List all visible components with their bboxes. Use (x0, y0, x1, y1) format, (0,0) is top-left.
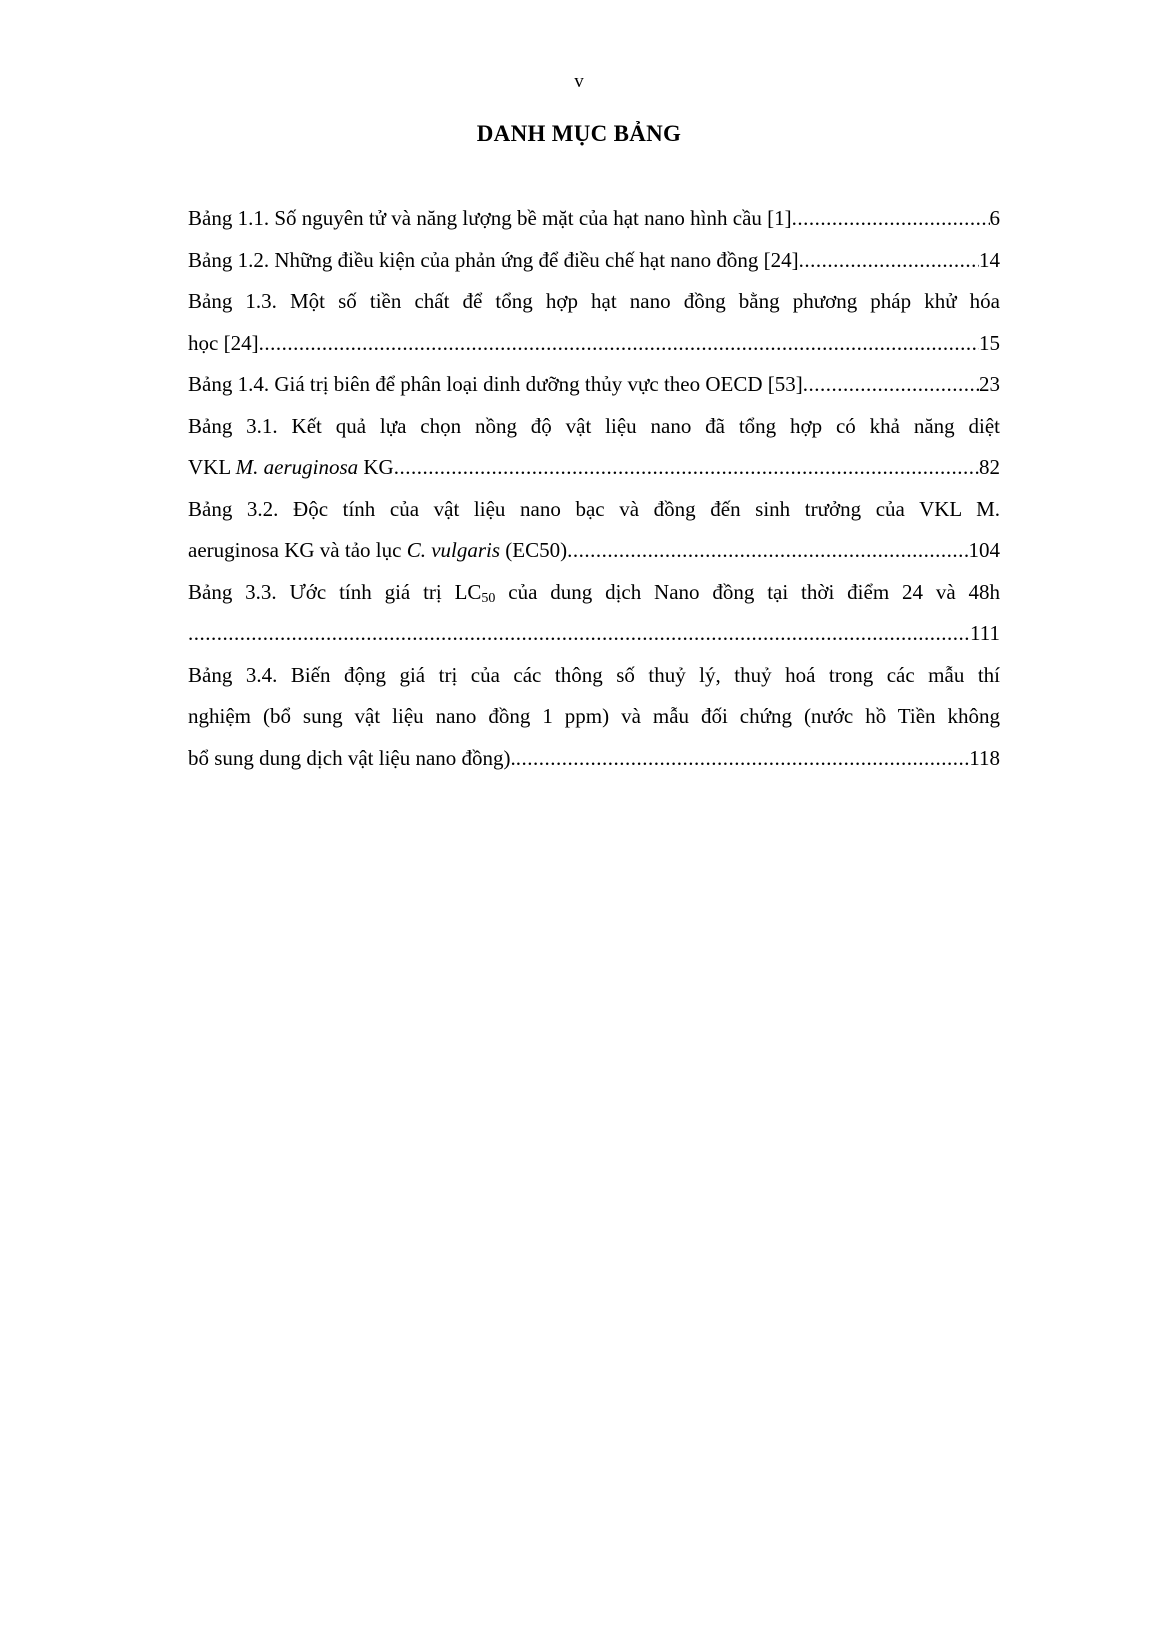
entry-title-line: Bảng 3.4. Biến động giá trị của các thông số thuỷ lý, thuỷ hoá trong các mẫu thí (188, 662, 1000, 687)
toc-entry[interactable] (188, 406, 1000, 489)
toc-entry[interactable] (188, 198, 1000, 240)
toc-entry[interactable] (188, 281, 1000, 364)
entry-title-continued: bổ sung dung dịch vật liệu nano đồng). (188, 745, 516, 770)
entry-page: 15 (979, 330, 1000, 355)
page-title: DANH MỤC BẢNG (476, 121, 682, 146)
entry-title-line: Bảng 1.3. Một số tiền chất để tổng hợp hạt nano đồng bằng phương pháp khử hóa (188, 289, 1000, 313)
entry-page: 6 (989, 206, 1000, 230)
dot-leader (188, 613, 970, 655)
dot-leader (259, 323, 979, 365)
table-list (188, 198, 1000, 779)
species-name: C. vulgaris (406, 538, 501, 562)
dot-leader (394, 447, 979, 489)
entry-title: Bảng 1.1. Số nguyên tử và năng lượng bề mặt của hạt nano hình cầu [1] (188, 206, 792, 230)
toc-entry[interactable] (188, 489, 1000, 572)
dot-leader (792, 198, 990, 240)
entry-title-line: Bảng 3.3. Ước tính giá trị $LC_{50}$ của dung dịch Nano đồng tại thời điểm 24 và 48h (188, 579, 1000, 606)
entry-title-line: Bảng 3.2. Độc tính của vật liệu nano bạc và đồng đến sinh trưởng của VKL M. (188, 496, 1000, 521)
toc-entry[interactable] (188, 364, 1000, 406)
entry-page: 104 (968, 538, 1000, 562)
entry-title-continued: aeruginosa KG và tảo lục C. vulgaris (EC50) (188, 538, 568, 562)
dot-leader (803, 364, 979, 406)
entry-title: Bảng 1.2. Những điều kiện của phản ứng để điều chế hạt nano đồng [24] (188, 247, 799, 272)
entry-title-continued: VKL M. aeruginosa KG (188, 455, 394, 479)
dot-leader (567, 530, 968, 572)
toc-entry[interactable] (188, 572, 1000, 655)
entry-title-line: nghiệm (bổ sung vật liệu nano đồng 1 ppm) và mẫu đối chứng (nước hồ Tiền không (188, 704, 1000, 728)
entry-page: 14 (979, 247, 1000, 272)
entry-page: 111 (970, 621, 1000, 645)
entry-page: 82 (979, 455, 1000, 479)
entry-title-continued: học [24] (188, 330, 259, 355)
entry-page: 118 (969, 745, 1000, 770)
dot-leader (516, 738, 969, 780)
toc-entry[interactable] (188, 655, 1000, 780)
entry-title: Bảng 1.4. Giá trị biên để phân loại dinh dưỡng thủy vực theo OECD [53] (188, 372, 803, 396)
dot-leader (799, 240, 979, 282)
entry-page: 23 (979, 372, 1000, 396)
page-number: v (574, 71, 584, 92)
species-name: M. aeruginosa (235, 455, 359, 479)
toc-entry[interactable] (188, 240, 1000, 282)
entry-title-line: Bảng 3.1. Kết quả lựa chọn nồng độ vật liệu nano đã tổng hợp có khả năng diệt (188, 413, 1000, 438)
